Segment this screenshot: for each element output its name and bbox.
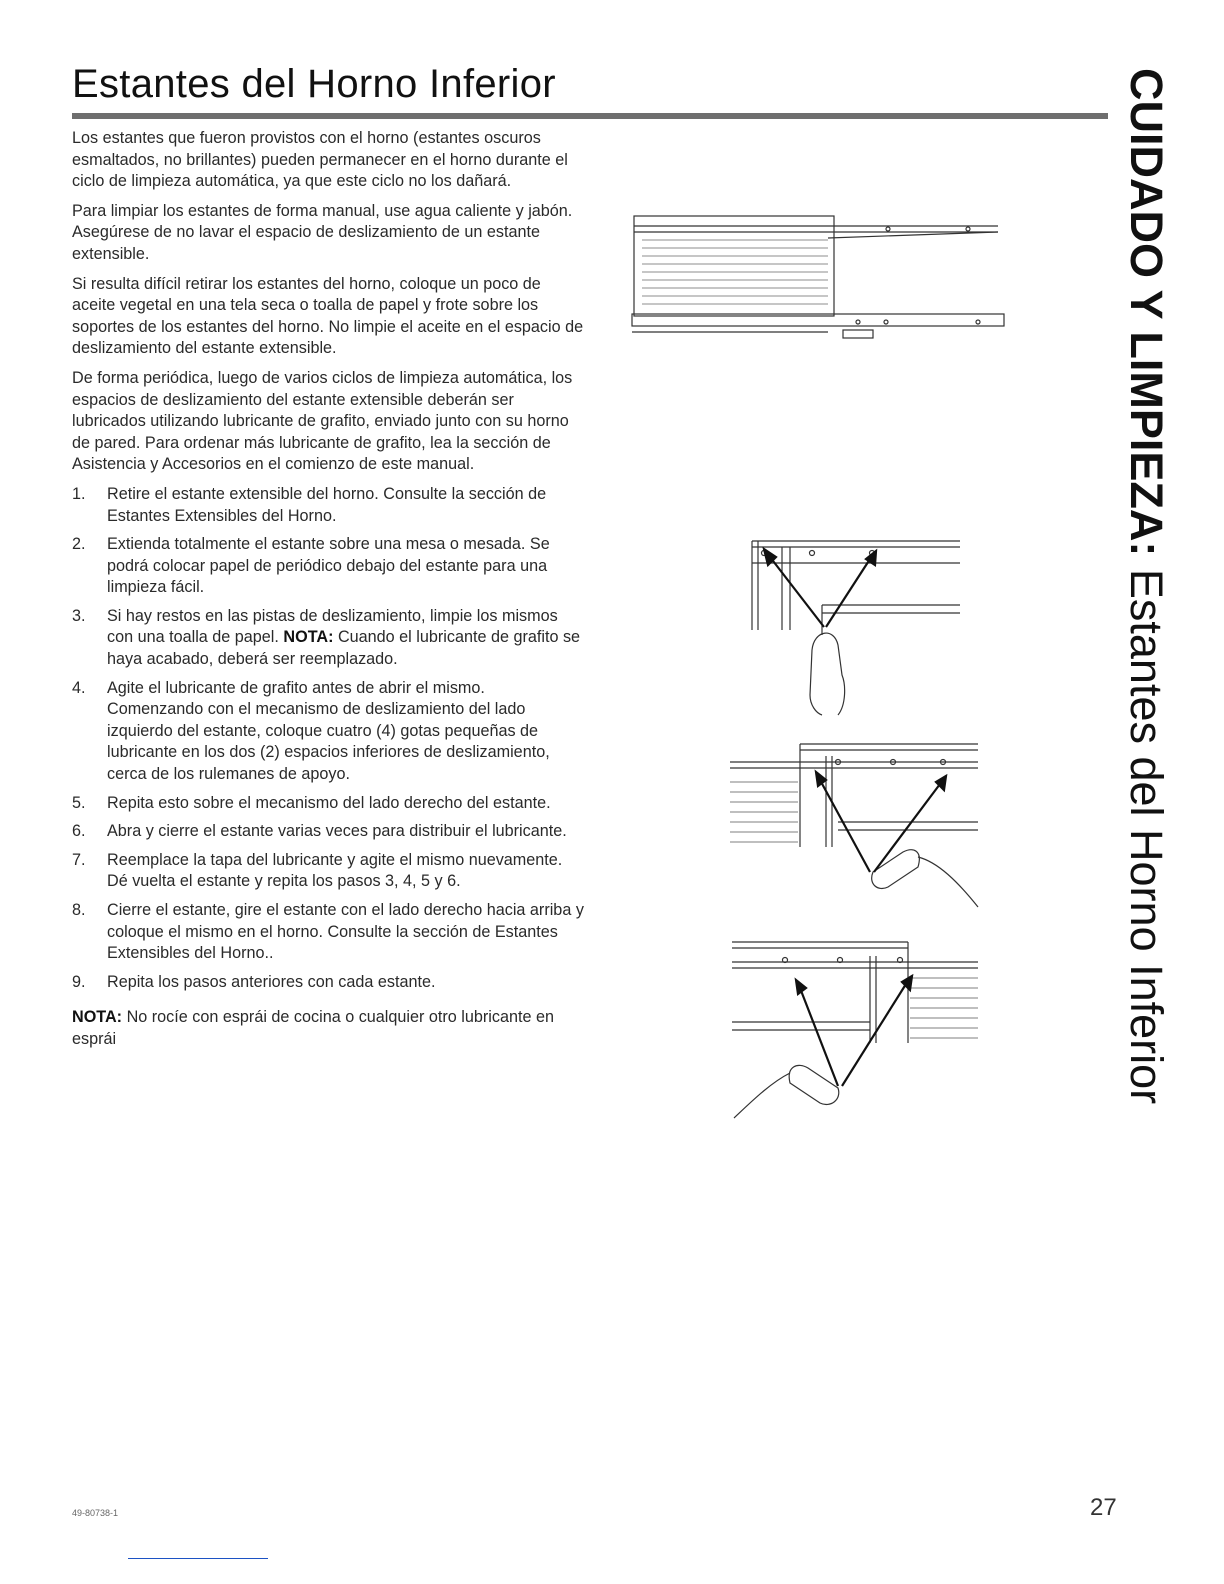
wipe-tracks-illustration bbox=[742, 535, 972, 720]
step-6: 6. Abra y cierre el estante varias veces para distribuir el lubricante. bbox=[72, 822, 567, 841]
step-3: 3. Si hay restos en las pistas de deslizamiento, limpie los mismos con una toalla de papel. NOTA: Cuando el lubricante de grafito se haya acabado, deberá ser reemplazado. bbox=[72, 606, 581, 669]
step-1: 1. Retire el estante extensible del horno. Consulte la sección de Estantes Extensibles del Horno. bbox=[72, 484, 547, 525]
footer-line bbox=[128, 1558, 268, 1559]
step-2: 2. Extienda totalmente el estante sobre una mesa o mesada. Se podrá colocar papel de periódico debajo del estante para una limpieza fácil. bbox=[72, 535, 550, 597]
page-number: 27 bbox=[1090, 1494, 1117, 1521]
section-tab-category: CUIDADO Y LIMPIEZA: bbox=[1121, 68, 1172, 557]
note-label: NOTA: bbox=[283, 628, 334, 647]
step-5: 5. Repita esto sobre el mecanismo del lado derecho del estante. bbox=[72, 793, 551, 812]
step-4: 4. Agite el lubricante de grafito antes de abrir el mismo. Comenzando con el mecanismo de deslizamiento del lado izquierdo del estante, coloque cuatro (4) gotas pequeñas de lubricante en los dos (2) espacios inferiores de deslizamiento, cerca de los rulemanes de apoyo. bbox=[72, 678, 550, 784]
section-tab bbox=[1120, 68, 1172, 1105]
intro-paragraph-4: De forma periódica, luego de varios ciclos de limpieza automática, los espacios de deslizamiento del estante extensible deberán ser lubricados utilizando lubricante de grafito, enviado junto con su horno de pared. Para ordenar más lubricante de grafito, lea la sección de Asistencia y Accesorios en el comienzo de este manual. bbox=[72, 368, 573, 474]
steps-list bbox=[72, 484, 584, 993]
step-8: 8. Cierre el estante, gire el estante con el lado derecho hacia arriba y coloque el mismo en el horno. Consulte la sección de Estantes Extensibles del Horno.. bbox=[72, 901, 584, 963]
step-9: 9. Repita los pasos anteriores con cada estante. bbox=[72, 972, 436, 991]
extended-shelf-illustration bbox=[628, 210, 1008, 345]
lubricate-right-illustration bbox=[730, 938, 980, 1128]
intro-paragraph-2: Para limpiar los estantes de forma manual, use agua caliente y jabón. Asegúrese de no lavar el espacio de deslizamiento de un estante extensible. bbox=[72, 201, 573, 263]
step-7: 7. Reemplace la tapa del lubricante y agite el mismo nuevamente. Dé vuelta el estante y repita los pasos 3, 4, 5 y 6. bbox=[72, 850, 563, 891]
final-note-label: NOTA: bbox=[72, 1008, 123, 1027]
intro-paragraph-1: Los estantes que fueron provistos con el horno (estantes oscuros esmaltados, no brillantes) pueden permanecer en el horno durante el ciclo de limpieza automática, ya que este ciclo no los dañará. bbox=[72, 129, 568, 191]
document-number: 49-80738-1 bbox=[72, 1508, 119, 1518]
intro-paragraph-3: Si resulta difícil retirar los estantes del horno, coloque un poco de aceite vegetal en una tela seca o toalla de papel y frote sobre los soportes de los estantes del horno. No limpie el aceite en el espacio de deslizamiento del estante extensible. bbox=[72, 274, 584, 358]
page-title: Estantes del Horno Inferior bbox=[72, 62, 556, 106]
section-tab-topic: Estantes del Horno Inferior bbox=[1121, 556, 1172, 1105]
body-column bbox=[72, 128, 584, 1059]
final-note: NOTA: No rocíe con esprái de cocina o cualquier otro lubricante en esprái bbox=[72, 1008, 554, 1048]
title-divider bbox=[72, 113, 1108, 119]
lubricate-left-illustration bbox=[728, 742, 980, 912]
